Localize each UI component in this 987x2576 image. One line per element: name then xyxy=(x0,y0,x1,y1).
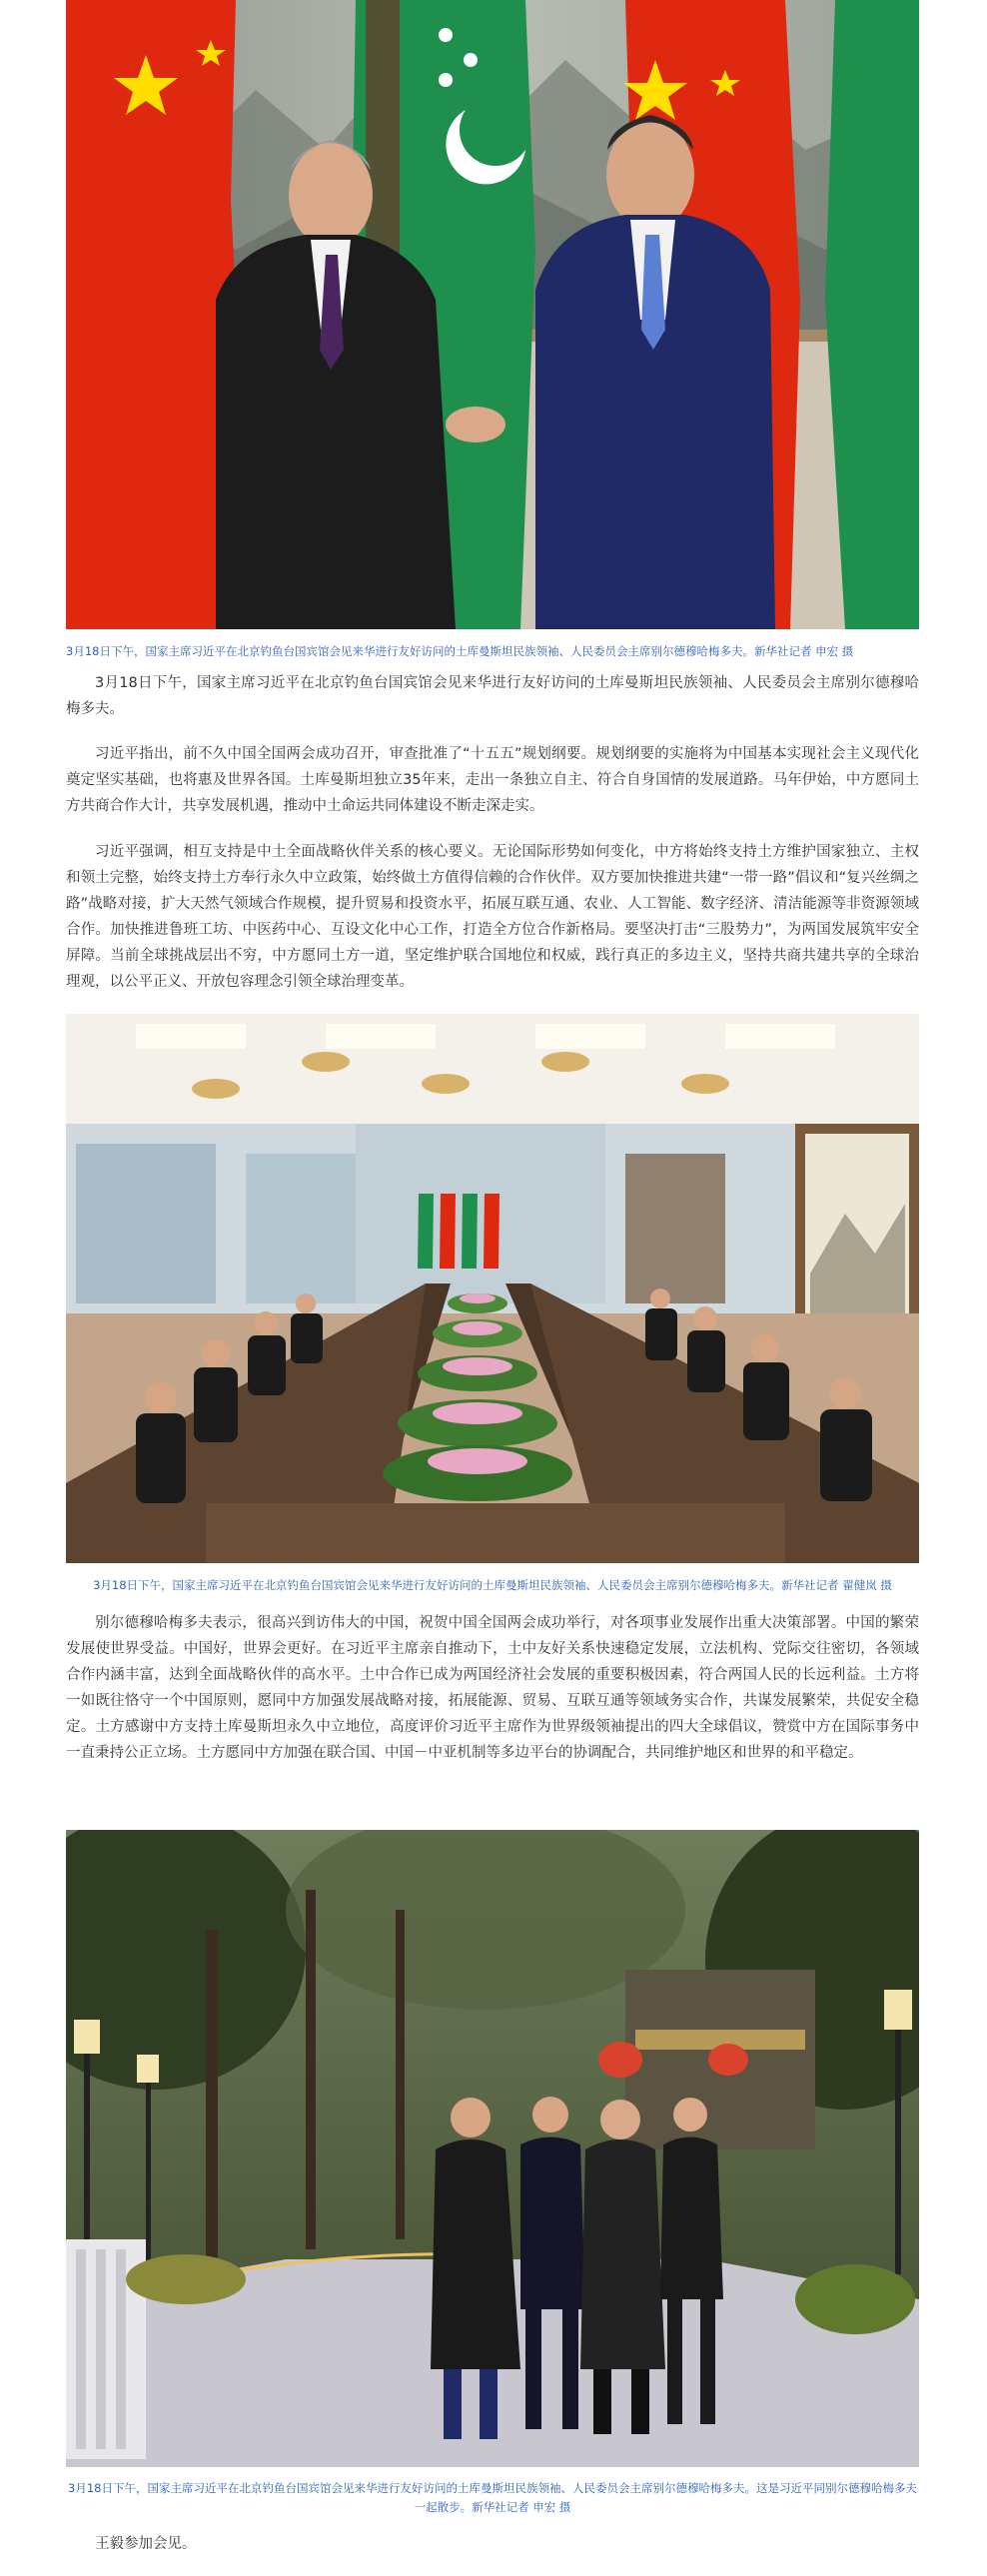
paragraph: 习近平强调，相互支持是中土全面战略伙伴关系的核心要义。无论国际形势如何变化，中方将始终支持土方维护国家独立、主权和领土完整，始终支持土方奉行永久中立政策，始终做土方值得信赖的合作伙伴。双方要加快推进共建“一带一路”倡议和“复兴丝绸之路”战略对接，扩大天然气领域合作规模，提升贸易和投资水平，拓展互联互通、农业、人工智能、数字经济、清洁能源等非资源领域合作。加快推进鲁班工坊、中医药中心、互设文化中心工作，打造全方位合作新格局。要坚决打击“三股势力”，为两国发展筑牢安全屏障。当前全球挑战层出不穷，中方愿同土方一道，坚定维护联合国地位和权威，践行真正的多边主义，坚持共商共建共享的全球治理观，以公平正义、开放包容理念引领全球治理变革。 xyxy=(66,844,919,990)
paragraph: 习近平指出，前不久中国全国两会成功召开，审查批准了“十五五”规划纲要。规划纲要的实施将为中国基本实现社会主义现代化奠定坚实基础，也将惠及世界各国。土库曼斯坦独立35年来，走出一条独立自主、符合自身国情的发展道路。马年伊始，中方愿同土方共商合作大计，共享发展机遇，推动中土命运共同体建设不断走深走实。 xyxy=(66,746,919,814)
paragraph: 王毅参加会见。 xyxy=(95,2536,197,2552)
photo-caption: 3月18日下午，国家主席习近平在北京钓鱼台国宾馆会见来华进行友好访问的土库曼斯坦民族领袖、人民委员会主席别尔德穆哈梅多夫。新华社记者 翟健岚 摄 xyxy=(93,1578,892,1592)
photo-caption: 3月18日下午，国家主席习近平在北京钓鱼台国宾馆会见来华进行友好访问的土库曼斯坦民族领袖、人民委员会主席别尔德穆哈梅多夫。新华社记者 申宏 摄 xyxy=(66,644,854,658)
meeting-room-photo xyxy=(66,1014,919,1563)
walking-photo xyxy=(66,1830,919,2467)
photo-caption: 3月18日下午，国家主席习近平在北京钓鱼台国宾馆会见来华进行友好访问的土库曼斯坦民族领袖、人民委员会主席别尔德穆哈梅多夫。这是习近平同别尔德穆哈梅多夫一起散步。新华社记者 申宏 摄 xyxy=(68,2481,917,2514)
paragraph: 3月18日下午，国家主席习近平在北京钓鱼台国宾馆会见来华进行友好访问的土库曼斯坦民族领袖、人民委员会主席别尔德穆哈梅多夫。 xyxy=(66,675,919,717)
handshake-photo xyxy=(66,0,919,629)
paragraph: 别尔德穆哈梅多夫表示，很高兴到访伟大的中国，祝贺中国全国两会成功举行，对各项事业发展作出重大决策部署。中国的繁荣发展使世界受益。中国好，世界会更好。在习近平主席亲自推动下，土中友好关系快速稳定发展，立法机构、党际交往密切，各领域合作内涵丰富，达到全面战略伙伴的高水平。土中合作已成为两国经济社会发展的重要积极因素，符合两国人民的长远利益。土方将一如既往恪守一个中国原则，愿同中方加强发展战略对接，拓展能源、贸易、互联互通等领域务实合作，共谋发展繁荣，共促安全稳定。土方感谢中方支持土库曼斯坦永久中立地位，高度评价习近平主席作为世界级领袖提出的四大全球倡议，赞赏中方在国际事务中一直秉持公正立场。土方愿同中方加强在联合国、中国－中亚机制等多边平台的协调配合，共同维护地区和世界的和平稳定。 xyxy=(66,1615,919,1761)
